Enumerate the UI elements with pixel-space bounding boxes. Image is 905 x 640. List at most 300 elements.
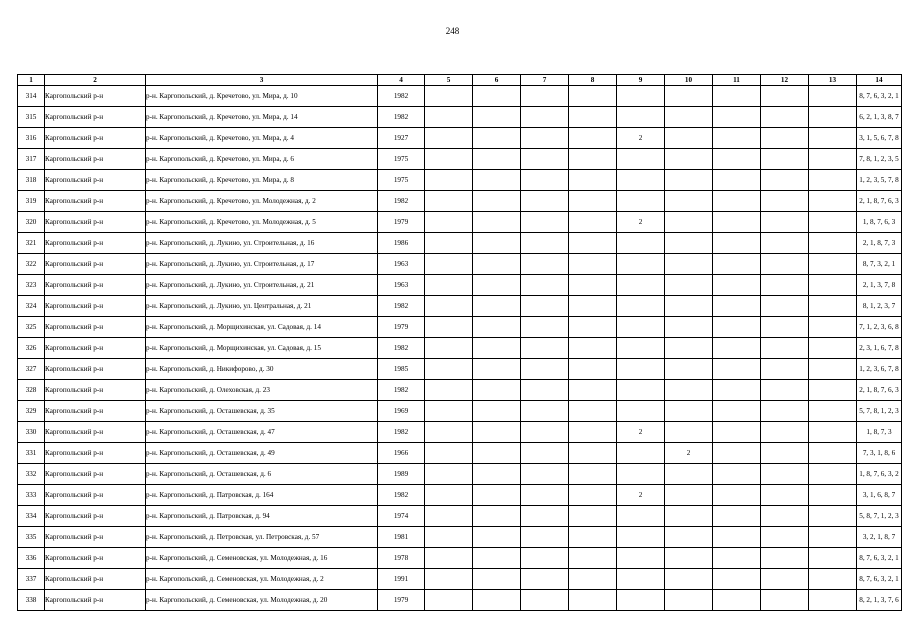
- empty-cell: [809, 485, 857, 506]
- column-14-cell: [857, 359, 902, 380]
- empty-cell: [425, 296, 473, 317]
- empty-cell: [521, 86, 569, 107]
- row-number-cell: 318: [18, 170, 45, 191]
- empty-cell: [569, 149, 617, 170]
- row-number-cell: 328: [18, 380, 45, 401]
- empty-cell: [425, 149, 473, 170]
- column-header: 6: [473, 75, 521, 86]
- empty-cell: [809, 275, 857, 296]
- column-10-cell: [665, 527, 713, 548]
- column-14-value: 2, 1, 8, 7, 3: [862, 239, 896, 247]
- year-cell: 1982: [378, 380, 425, 401]
- address-cell: р-н. Каргопольский, д. Кречетово, ул. Молодежная, д. 2: [146, 191, 378, 212]
- empty-cell: [569, 254, 617, 275]
- column-header: 3: [146, 75, 378, 86]
- column-header: 5: [425, 75, 473, 86]
- column-10-cell: [665, 569, 713, 590]
- address-cell: р-н. Каргопольский, д. Кречетово, ул. Мира, д. 8: [146, 170, 378, 191]
- column-14-value: 8, 2, 1, 3, 7, 6: [859, 596, 899, 604]
- column-9-cell: [617, 233, 665, 254]
- column-14-value: 1, 8, 7, 6, 3: [862, 218, 896, 226]
- empty-cell: [809, 548, 857, 569]
- empty-cell: [569, 422, 617, 443]
- year-cell: 1982: [378, 485, 425, 506]
- column-9-cell: 2: [617, 128, 665, 149]
- column-14-cell: [857, 485, 902, 506]
- table-row: [18, 359, 902, 380]
- empty-cell: [425, 254, 473, 275]
- empty-cell: [713, 380, 761, 401]
- district-cell: Каргопольский р-н: [45, 296, 146, 317]
- empty-cell: [809, 107, 857, 128]
- empty-cell: [809, 233, 857, 254]
- empty-cell: [425, 464, 473, 485]
- table-row: [18, 338, 902, 359]
- table-header-row: [18, 75, 902, 86]
- row-number-cell: 319: [18, 191, 45, 212]
- column-9-cell: 2: [617, 485, 665, 506]
- address-cell: р-н. Каргопольский, д. Семеновская, ул. Молодежная, д. 16: [146, 548, 378, 569]
- table-row: [18, 548, 902, 569]
- empty-cell: [713, 149, 761, 170]
- column-14-cell: [857, 317, 902, 338]
- column-9-cell: [617, 590, 665, 611]
- empty-cell: [761, 506, 809, 527]
- empty-cell: [569, 590, 617, 611]
- empty-cell: [761, 275, 809, 296]
- row-number-cell: 330: [18, 422, 45, 443]
- empty-cell: [425, 422, 473, 443]
- address-cell: р-н. Каргопольский, д. Кречетово, ул. Мира, д. 14: [146, 107, 378, 128]
- year-cell: 1979: [378, 212, 425, 233]
- year-cell: 1986: [378, 233, 425, 254]
- district-cell: Каргопольский р-н: [45, 401, 146, 422]
- column-14-cell: [857, 212, 902, 233]
- column-14-value: 8, 7, 6, 3, 2, 1: [859, 92, 899, 100]
- column-14-value: 3, 1, 5, 6, 7, 8: [859, 134, 899, 142]
- empty-cell: [713, 422, 761, 443]
- table-row: [18, 317, 902, 338]
- column-14-cell: [857, 128, 902, 149]
- year-cell: 1975: [378, 170, 425, 191]
- column-14-cell: [857, 464, 902, 485]
- address-cell: р-н. Каргопольский, д. Морщихинская, ул. Садовая, д. 15: [146, 338, 378, 359]
- empty-cell: [713, 443, 761, 464]
- empty-cell: [809, 296, 857, 317]
- empty-cell: [761, 401, 809, 422]
- empty-cell: [521, 149, 569, 170]
- table-row: [18, 380, 902, 401]
- column-14-value: 2, 3, 1, 6, 7, 8: [859, 344, 899, 352]
- empty-cell: [425, 527, 473, 548]
- year-cell: 1982: [378, 296, 425, 317]
- empty-cell: [809, 443, 857, 464]
- empty-cell: [713, 107, 761, 128]
- empty-cell: [761, 296, 809, 317]
- column-10-cell: [665, 485, 713, 506]
- empty-cell: [761, 149, 809, 170]
- empty-cell: [473, 443, 521, 464]
- column-10-cell: [665, 212, 713, 233]
- empty-cell: [569, 359, 617, 380]
- column-10-cell: [665, 107, 713, 128]
- year-cell: 1975: [378, 149, 425, 170]
- row-number-cell: 336: [18, 548, 45, 569]
- empty-cell: [569, 275, 617, 296]
- empty-cell: [521, 170, 569, 191]
- column-header: 13: [809, 75, 857, 86]
- empty-cell: [473, 233, 521, 254]
- table-row: [18, 128, 902, 149]
- empty-cell: [809, 338, 857, 359]
- column-header: 2: [45, 75, 146, 86]
- empty-cell: [569, 170, 617, 191]
- empty-cell: [761, 527, 809, 548]
- column-9-cell: 2: [617, 422, 665, 443]
- empty-cell: [569, 233, 617, 254]
- empty-cell: [713, 548, 761, 569]
- empty-cell: [521, 296, 569, 317]
- row-number-cell: 337: [18, 569, 45, 590]
- empty-cell: [761, 569, 809, 590]
- column-14-value: 3, 1, 6, 8, 7: [862, 491, 896, 499]
- column-9-cell: [617, 254, 665, 275]
- empty-cell: [521, 380, 569, 401]
- empty-cell: [473, 380, 521, 401]
- column-14-value: 2, 1, 8, 7, 6, 3: [859, 197, 899, 205]
- district-cell: Каргопольский р-н: [45, 170, 146, 191]
- column-14-value: 7, 8, 1, 2, 3, 5: [859, 155, 899, 163]
- table-row: [18, 296, 902, 317]
- column-14-cell: [857, 107, 902, 128]
- table-row: [18, 86, 902, 107]
- column-14-cell: [857, 569, 902, 590]
- address-cell: р-н. Каргопольский, д. Семеновская, ул. Молодежная, д. 20: [146, 590, 378, 611]
- column-10-cell: [665, 86, 713, 107]
- column-9-cell: 2: [617, 212, 665, 233]
- empty-cell: [809, 191, 857, 212]
- empty-cell: [713, 464, 761, 485]
- empty-cell: [521, 464, 569, 485]
- empty-cell: [809, 149, 857, 170]
- empty-cell: [713, 338, 761, 359]
- empty-cell: [521, 506, 569, 527]
- column-14-value: 6, 2, 1, 3, 8, 7: [859, 113, 899, 121]
- empty-cell: [713, 128, 761, 149]
- empty-cell: [521, 401, 569, 422]
- column-14-cell: [857, 422, 902, 443]
- column-header: 10: [665, 75, 713, 86]
- column-14-cell: [857, 233, 902, 254]
- empty-cell: [521, 422, 569, 443]
- column-10-cell: [665, 254, 713, 275]
- address-cell: р-н. Каргопольский, д. Лукино, ул. Строительная, д. 17: [146, 254, 378, 275]
- column-14-cell: [857, 506, 902, 527]
- column-header: 11: [713, 75, 761, 86]
- table-row: [18, 464, 902, 485]
- row-number-cell: 320: [18, 212, 45, 233]
- registry-table: [17, 74, 902, 611]
- column-14-value: 8, 7, 6, 3, 2, 1: [859, 575, 899, 583]
- empty-cell: [809, 401, 857, 422]
- empty-cell: [425, 212, 473, 233]
- table-row: [18, 443, 902, 464]
- empty-cell: [761, 191, 809, 212]
- empty-cell: [809, 464, 857, 485]
- row-number-cell: 335: [18, 527, 45, 548]
- empty-cell: [569, 317, 617, 338]
- year-cell: 1966: [378, 443, 425, 464]
- column-header: 9: [617, 75, 665, 86]
- address-cell: р-н. Каргопольский, д. Кречетово, ул. Мира, д. 10: [146, 86, 378, 107]
- column-10-cell: [665, 128, 713, 149]
- empty-cell: [521, 569, 569, 590]
- district-cell: Каргопольский р-н: [45, 86, 146, 107]
- column-14-value: 5, 8, 7, 1, 2, 3: [859, 512, 899, 520]
- column-14-value: 8, 1, 2, 3, 7: [862, 302, 896, 310]
- column-9-cell: [617, 86, 665, 107]
- column-9-cell: [617, 401, 665, 422]
- empty-cell: [809, 380, 857, 401]
- row-number-cell: 334: [18, 506, 45, 527]
- column-14-value: 3, 2, 1, 8, 7: [862, 533, 896, 541]
- column-10-cell: [665, 149, 713, 170]
- empty-cell: [569, 338, 617, 359]
- column-9-cell: [617, 170, 665, 191]
- empty-cell: [569, 401, 617, 422]
- column-10-cell: [665, 275, 713, 296]
- column-14-cell: [857, 149, 902, 170]
- empty-cell: [809, 212, 857, 233]
- empty-cell: [761, 464, 809, 485]
- address-cell: р-н. Каргопольский, д. Осташевская, д. 35: [146, 401, 378, 422]
- table-row: [18, 149, 902, 170]
- address-cell: р-н. Каргопольский, д. Никифорово, д. 30: [146, 359, 378, 380]
- empty-cell: [569, 296, 617, 317]
- column-14-cell: [857, 380, 902, 401]
- empty-cell: [569, 464, 617, 485]
- empty-cell: [473, 548, 521, 569]
- empty-cell: [473, 527, 521, 548]
- row-number-cell: 314: [18, 86, 45, 107]
- column-10-cell: [665, 401, 713, 422]
- empty-cell: [425, 86, 473, 107]
- year-cell: 1985: [378, 359, 425, 380]
- column-header: 8: [569, 75, 617, 86]
- empty-cell: [761, 128, 809, 149]
- empty-cell: [473, 128, 521, 149]
- column-14-value: 1, 8, 7, 6, 3, 2: [859, 470, 899, 478]
- empty-cell: [473, 359, 521, 380]
- address-cell: р-н. Каргопольский, д. Петровская, ул. Петровская, д. 57: [146, 527, 378, 548]
- column-14-value: 1, 2, 3, 6, 7, 8: [859, 365, 899, 373]
- column-header: 14: [857, 75, 902, 86]
- address-cell: р-н. Каргопольский, д. Кречетово, ул. Мира, д. 6: [146, 149, 378, 170]
- empty-cell: [761, 338, 809, 359]
- empty-cell: [761, 107, 809, 128]
- row-number-cell: 315: [18, 107, 45, 128]
- empty-cell: [521, 191, 569, 212]
- row-number-cell: 331: [18, 443, 45, 464]
- column-9-cell: [617, 191, 665, 212]
- empty-cell: [521, 233, 569, 254]
- column-9-cell: [617, 527, 665, 548]
- empty-cell: [521, 254, 569, 275]
- empty-cell: [473, 317, 521, 338]
- district-cell: Каргопольский р-н: [45, 275, 146, 296]
- empty-cell: [473, 338, 521, 359]
- column-14-cell: [857, 401, 902, 422]
- empty-cell: [761, 170, 809, 191]
- column-9-cell: [617, 569, 665, 590]
- column-10-cell: [665, 317, 713, 338]
- table-row: [18, 590, 902, 611]
- table-body: [18, 86, 902, 611]
- column-14-cell: [857, 275, 902, 296]
- empty-cell: [809, 527, 857, 548]
- empty-cell: [809, 128, 857, 149]
- address-cell: р-н. Каргопольский, д. Осташевская, д. 49: [146, 443, 378, 464]
- empty-cell: [809, 422, 857, 443]
- table-row: [18, 485, 902, 506]
- row-number-cell: 323: [18, 275, 45, 296]
- empty-cell: [713, 233, 761, 254]
- empty-cell: [521, 275, 569, 296]
- empty-cell: [521, 338, 569, 359]
- empty-cell: [569, 506, 617, 527]
- year-cell: 1974: [378, 506, 425, 527]
- district-cell: Каргопольский р-н: [45, 464, 146, 485]
- empty-cell: [761, 443, 809, 464]
- row-number-cell: 329: [18, 401, 45, 422]
- empty-cell: [761, 485, 809, 506]
- table-row: [18, 191, 902, 212]
- column-10-cell: [665, 338, 713, 359]
- empty-cell: [761, 422, 809, 443]
- table-row: [18, 275, 902, 296]
- empty-cell: [713, 569, 761, 590]
- table-row: [18, 107, 902, 128]
- district-cell: Каргопольский р-н: [45, 233, 146, 254]
- year-cell: 1989: [378, 464, 425, 485]
- column-10-cell: [665, 296, 713, 317]
- empty-cell: [713, 191, 761, 212]
- empty-cell: [473, 275, 521, 296]
- empty-cell: [425, 485, 473, 506]
- empty-cell: [761, 233, 809, 254]
- column-9-cell: [617, 149, 665, 170]
- year-cell: 1982: [378, 107, 425, 128]
- empty-cell: [425, 128, 473, 149]
- empty-cell: [761, 254, 809, 275]
- empty-cell: [425, 170, 473, 191]
- empty-cell: [521, 317, 569, 338]
- column-14-cell: [857, 548, 902, 569]
- column-14-value: 2, 1, 8, 7, 6, 3: [859, 386, 899, 394]
- column-9-cell: [617, 380, 665, 401]
- empty-cell: [569, 569, 617, 590]
- column-10-cell: [665, 380, 713, 401]
- year-cell: 1963: [378, 275, 425, 296]
- empty-cell: [425, 275, 473, 296]
- column-14-cell: [857, 527, 902, 548]
- empty-cell: [761, 380, 809, 401]
- table-row: [18, 212, 902, 233]
- address-cell: р-н. Каргопольский, д. Лукино, ул. Центральная, д. 21: [146, 296, 378, 317]
- year-cell: 1979: [378, 590, 425, 611]
- column-9-cell: [617, 107, 665, 128]
- empty-cell: [473, 485, 521, 506]
- empty-cell: [521, 485, 569, 506]
- empty-cell: [569, 380, 617, 401]
- district-cell: Каргопольский р-н: [45, 254, 146, 275]
- column-9-cell: [617, 443, 665, 464]
- empty-cell: [425, 338, 473, 359]
- empty-cell: [761, 590, 809, 611]
- empty-cell: [761, 317, 809, 338]
- row-number-cell: 327: [18, 359, 45, 380]
- address-cell: р-н. Каргопольский, д. Кречетово, ул. Молодежная, д. 5: [146, 212, 378, 233]
- district-cell: Каргопольский р-н: [45, 527, 146, 548]
- empty-cell: [473, 86, 521, 107]
- column-10-cell: [665, 506, 713, 527]
- address-cell: р-н. Каргопольский, д. Патровская, д. 164: [146, 485, 378, 506]
- page-number: 248: [445, 26, 460, 36]
- empty-cell: [473, 401, 521, 422]
- column-14-cell: [857, 86, 902, 107]
- empty-cell: [425, 506, 473, 527]
- empty-cell: [713, 506, 761, 527]
- column-14-value: 7, 3, 1, 8, 6: [862, 449, 896, 457]
- address-cell: р-н. Каргопольский, д. Морщихинская, ул. Садовая, д. 14: [146, 317, 378, 338]
- empty-cell: [521, 590, 569, 611]
- empty-cell: [569, 548, 617, 569]
- empty-cell: [473, 212, 521, 233]
- table-row: [18, 233, 902, 254]
- column-10-cell: [665, 590, 713, 611]
- table-row: [18, 254, 902, 275]
- empty-cell: [425, 233, 473, 254]
- empty-cell: [809, 359, 857, 380]
- column-14-value: 1, 8, 7, 3: [866, 428, 892, 436]
- column-14-cell: [857, 170, 902, 191]
- column-9-cell: [617, 296, 665, 317]
- empty-cell: [761, 86, 809, 107]
- empty-cell: [713, 254, 761, 275]
- empty-cell: [713, 527, 761, 548]
- empty-cell: [521, 107, 569, 128]
- empty-cell: [569, 527, 617, 548]
- district-cell: Каргопольский р-н: [45, 443, 146, 464]
- empty-cell: [569, 86, 617, 107]
- empty-cell: [713, 401, 761, 422]
- column-9-cell: [617, 359, 665, 380]
- empty-cell: [761, 212, 809, 233]
- row-number-cell: 333: [18, 485, 45, 506]
- empty-cell: [425, 107, 473, 128]
- address-cell: р-н. Каргопольский, д. Олеховская, д. 23: [146, 380, 378, 401]
- year-cell: 1981: [378, 527, 425, 548]
- district-cell: Каргопольский р-н: [45, 548, 146, 569]
- empty-cell: [809, 254, 857, 275]
- empty-cell: [713, 86, 761, 107]
- year-cell: 1982: [378, 338, 425, 359]
- year-cell: 1982: [378, 191, 425, 212]
- district-cell: Каргопольский р-н: [45, 485, 146, 506]
- empty-cell: [473, 590, 521, 611]
- empty-cell: [569, 128, 617, 149]
- empty-cell: [425, 380, 473, 401]
